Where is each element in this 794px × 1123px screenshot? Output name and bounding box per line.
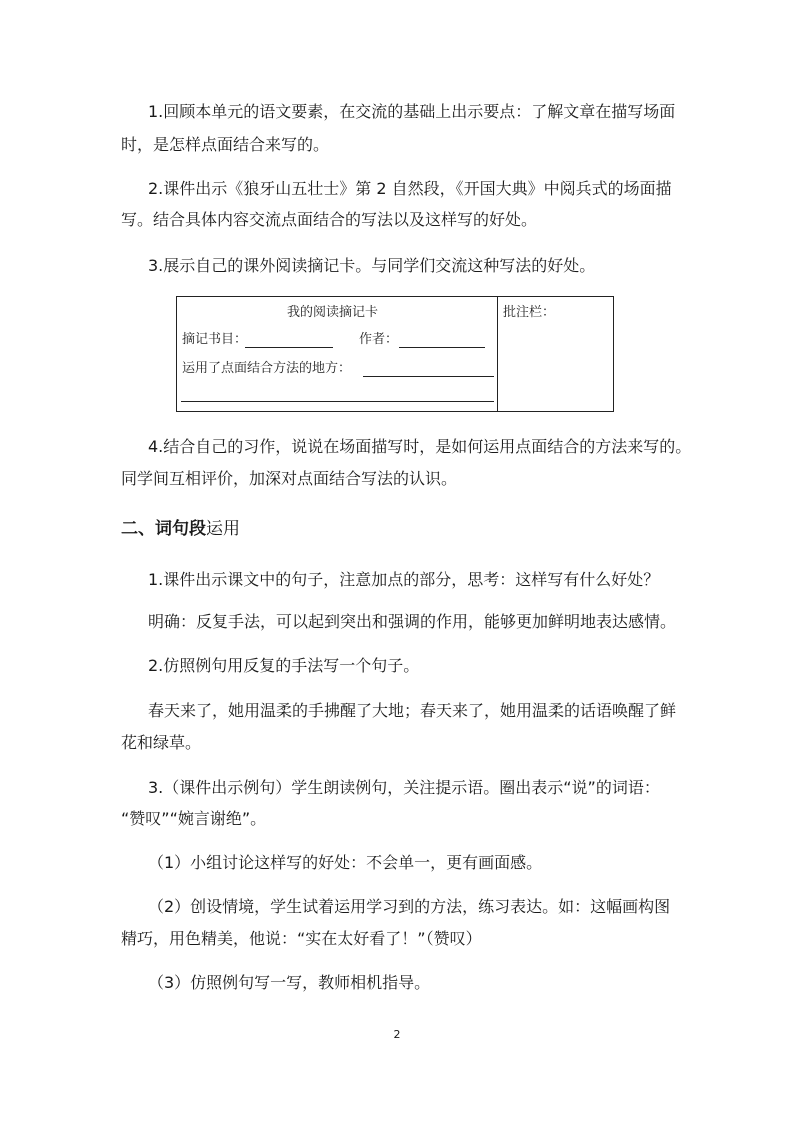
reading-excerpt-card [176,296,614,412]
paragraph-4-line-1: 4.结合自己的习作，说说在场面描写时，是如何运用点面结合的方法来写的。 [148,437,692,456]
item-1-answer: 明确：反复手法，可以起到突出和强调的作用，能够更加鲜明地表达感情。 [148,612,677,631]
item-2: 2.仿照例句用反复的手法写一个句子。 [148,656,420,675]
section-2-heading [121,518,240,540]
paragraph-1-line-1: 1.回顾本单元的语文要素，在交流的基础上出示要点：了解文章在描写场面 [148,102,676,121]
paragraph-2-line-1: 2.课件出示《狼牙山五壮士》第 2 自然段，《开国大典》中阅兵式的场面描 [148,179,672,198]
section-2-heading-light: 运用 [206,519,240,539]
book-underline [245,347,333,348]
paragraph-1-line-2: 时，是怎样点面结合来写的。 [121,135,330,154]
subitem-3: （3）仿照例句写一写，教师相机指导。 [148,973,431,992]
comment-label: 批注栏： [503,305,556,320]
subitem-1: （1）小组讨论这样写的好处：不会单一，更有画面感。 [148,853,543,872]
item-1: 1.课件出示课文中的句子，注意加点的部分，思考：这样写有什么好处？ [148,570,660,589]
author-underline [399,347,485,348]
method-underline [363,376,494,377]
blank-underline [181,401,494,402]
item-2-example-line-1: 春天来了，她用温柔的手拂醒了大地；春天来了，她用温柔的话语唤醒了鲜 [148,701,677,720]
paragraph-3: 3.展示自己的课外阅读摘记卡。与同学们交流这种写法的好处。 [148,256,596,275]
item-2-example-line-2: 花和绿草。 [121,733,202,752]
page-number: 2 [393,1028,401,1041]
item-3-line-2: “赞叹”“婉言谢绝”。 [121,809,267,828]
subitem-2-line-2: 精巧，用色精美，他说：“实在太好看了！”（赞叹） [121,929,482,948]
author-label: 作者： [359,332,399,347]
method-label: 运用了点面结合方法的地方： [182,361,352,376]
book-label: 摘记书目： [182,332,248,347]
section-2-heading-bold: 二、词句段 [121,519,206,539]
paragraph-2-line-2: 写。结合具体内容交流点面结合的写法以及这样写的好处。 [121,210,538,229]
paragraph-4-line-2: 同学间互相评价，加深对点面结合写法的认识。 [121,469,458,488]
item-3-line-1: 3.（课件出示例句）学生朗读例句，关注提示语。圈出表示“说”的词语： [148,778,660,797]
subitem-2-line-1: （2）创设情境，学生试着运用学习到的方法，练习表达。如：这幅画构图 [148,897,671,916]
card-title: 我的阅读摘记卡 [287,305,379,320]
card-divider [497,297,498,411]
